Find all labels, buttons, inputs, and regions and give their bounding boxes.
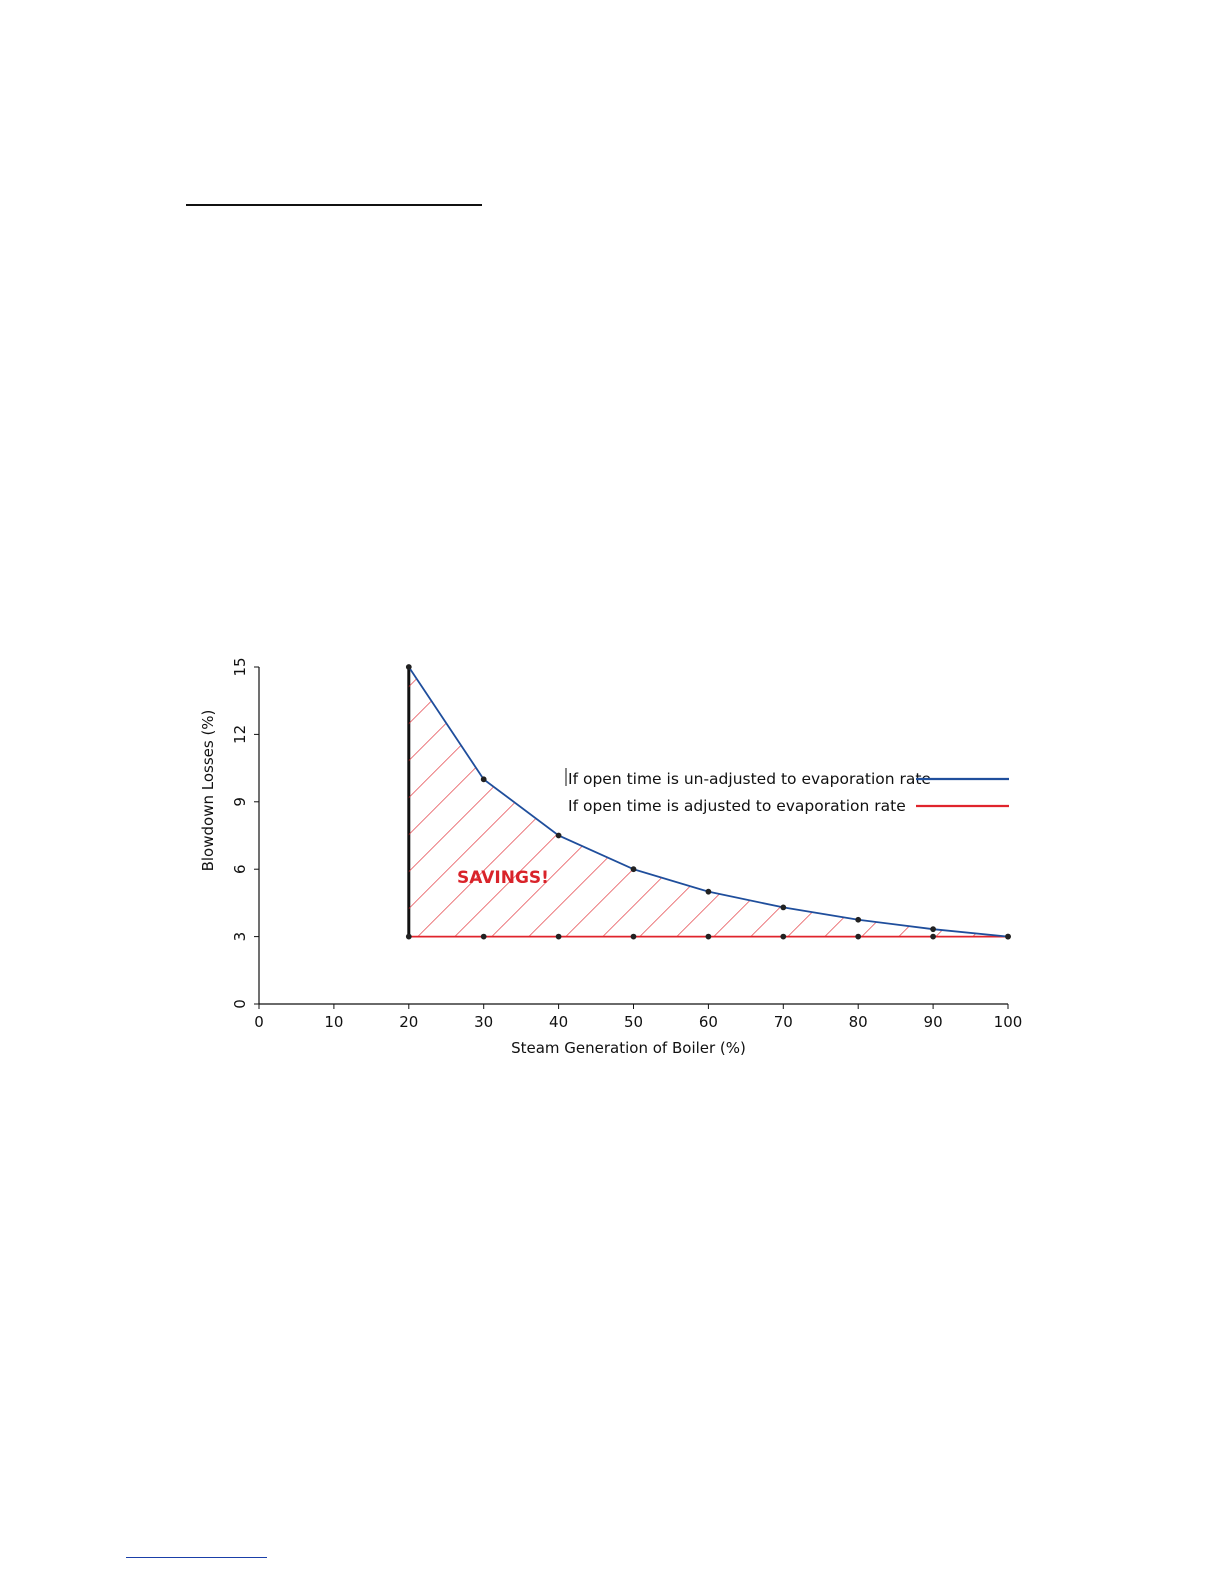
y-tick-label: 12 (231, 724, 249, 744)
hatch-line (712, 579, 1072, 939)
hatch-line (601, 579, 961, 939)
hatch-line (860, 579, 1220, 939)
legend-label: If open time is un-adjusted to evaporation rate (568, 770, 931, 788)
chart-axes (231, 657, 1022, 1031)
x-tick-label: 100 (993, 1013, 1023, 1031)
hatch-line (527, 579, 887, 939)
hatch-line (897, 579, 1224, 939)
data-point (631, 934, 636, 939)
x-tick-label: 80 (848, 1013, 868, 1031)
hatch-line (120, 579, 480, 939)
data-point (556, 934, 561, 939)
data-point (856, 934, 861, 939)
hatch-line (9, 579, 369, 939)
data-point (781, 934, 786, 939)
x-axis-title: Steam Generation of Boiler (%) (511, 1039, 746, 1057)
hatch-line (971, 579, 1224, 939)
data-point (781, 905, 786, 910)
savings-annotation: SAVINGS! (457, 868, 549, 888)
data-point (706, 934, 711, 939)
data-point (931, 927, 936, 932)
hatch-line (786, 579, 1146, 939)
hatch-line (1082, 579, 1224, 939)
hatch-line (1008, 579, 1224, 939)
data-point (481, 934, 486, 939)
hatch-line (749, 579, 1109, 939)
data-point (406, 934, 411, 939)
y-axis-title: Blowdown Losses (%) (199, 709, 217, 872)
hatch-line (823, 579, 1183, 939)
data-point (856, 917, 861, 922)
y-tick-label: 0 (231, 999, 249, 1009)
x-tick-label: 10 (324, 1013, 344, 1031)
x-tick-label: 40 (549, 1013, 569, 1031)
hatch-line (638, 579, 998, 939)
data-point (931, 934, 936, 939)
data-point (706, 889, 711, 894)
hatch-line (934, 579, 1224, 939)
y-tick-label: 15 (231, 657, 249, 677)
x-tick-label: 20 (399, 1013, 419, 1031)
x-tick-label: 90 (923, 1013, 943, 1031)
hatch-line (1045, 579, 1224, 939)
data-point (1006, 934, 1011, 939)
y-tick-label: 9 (231, 797, 249, 807)
chart-legend (566, 768, 1009, 815)
x-tick-label: 70 (773, 1013, 793, 1031)
hatch-line (268, 579, 628, 939)
page-link-underline (126, 1557, 267, 1558)
y-tick-label: 6 (231, 864, 249, 874)
hatch-line (675, 579, 1035, 939)
x-tick-label: 30 (474, 1013, 494, 1031)
hatch-line (83, 579, 443, 939)
y-tick-label: 3 (231, 931, 249, 942)
data-point (631, 867, 636, 872)
x-tick-label: 50 (623, 1013, 644, 1031)
x-tick-label: 0 (254, 1013, 264, 1031)
data-point (556, 833, 561, 838)
hatch-line (46, 579, 406, 939)
legend-label: If open time is adjusted to evaporation rate (568, 797, 906, 815)
hatch-line (564, 579, 924, 939)
savings-hatch (9, 579, 1224, 939)
data-point (481, 777, 486, 782)
x-tick-label: 60 (698, 1013, 718, 1031)
data-point (406, 665, 411, 670)
